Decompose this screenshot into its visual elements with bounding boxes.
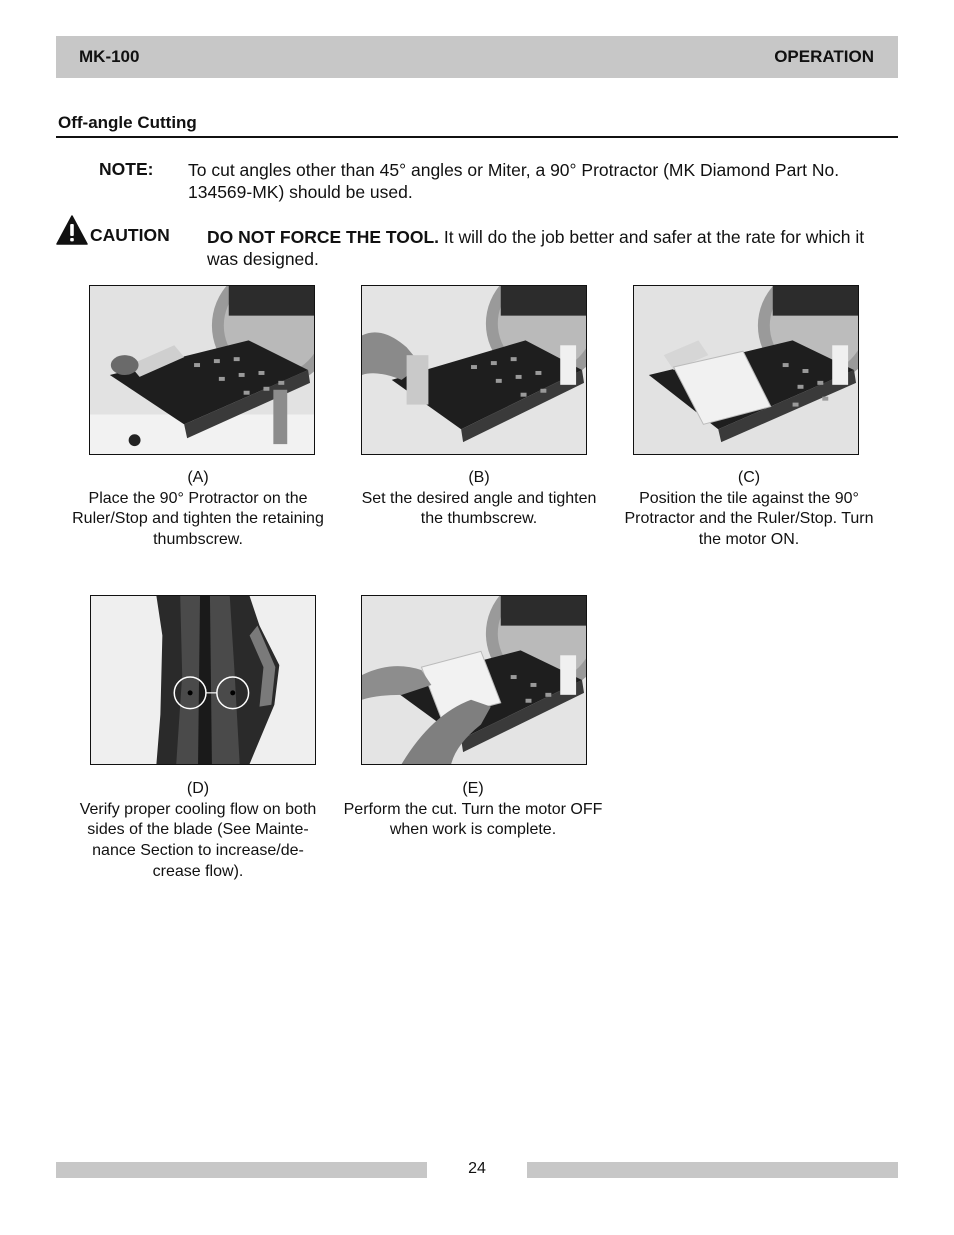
section-title: Off-angle Cutting (58, 113, 197, 132)
note-label: NOTE: (99, 159, 154, 179)
caption-step-e (343, 779, 603, 841)
caption-step-a (68, 468, 328, 551)
step-text: Perform the cut. Turn the motor OFF when work is complete. (343, 800, 603, 839)
caution-text (207, 226, 887, 270)
photo-step-b (361, 285, 587, 455)
caution-label: CAUTION (90, 225, 170, 245)
footer-bar-right (527, 1162, 898, 1178)
warning-triangle-icon (56, 215, 88, 245)
step-letter: (D) (186, 780, 210, 797)
photo-step-d (90, 595, 316, 765)
caption-step-d (68, 779, 328, 883)
footer-bar-left (56, 1162, 427, 1178)
photo-step-a (89, 285, 315, 455)
step-text: Place the 90° Protractor on the Ruler/Stop and tighten the retaining thumbscrew. (72, 489, 324, 549)
caption-step-b (349, 468, 609, 530)
section-divider (56, 136, 898, 138)
photo-step-c (633, 285, 859, 455)
step-text: Verify proper cooling flow on both sides of the blade (See Mainte- nance Section to increase/de- crease flow). (79, 800, 317, 880)
note-text: To cut angles other than 45° angles or Miter, a 90° Protractor (MK Diamond Part No. 134569-MK) should be used. (188, 160, 840, 202)
chapter-label: OPERATION (774, 47, 874, 66)
step-text: Position the tile against the 90° Protractor and the Ruler/Stop. Turn the motor ON. (624, 489, 874, 549)
photo-step-e (361, 595, 587, 765)
step-letter: (C) (737, 469, 761, 486)
step-letter: (A) (187, 469, 209, 486)
caption-step-c (619, 468, 879, 551)
header-bar (56, 36, 898, 78)
model-label: MK-100 (79, 47, 140, 66)
step-letter: (E) (462, 780, 484, 797)
step-text: Set the desired angle and tighten the thumbscrew. (361, 489, 597, 528)
page-number: 24 (468, 1160, 486, 1177)
caution-emphasis: DO NOT FORCE THE TOOL. (207, 227, 440, 247)
caution-body: It will do the job better and safer at the rate for which it was designed. (207, 227, 865, 269)
step-letter: (B) (468, 469, 490, 486)
